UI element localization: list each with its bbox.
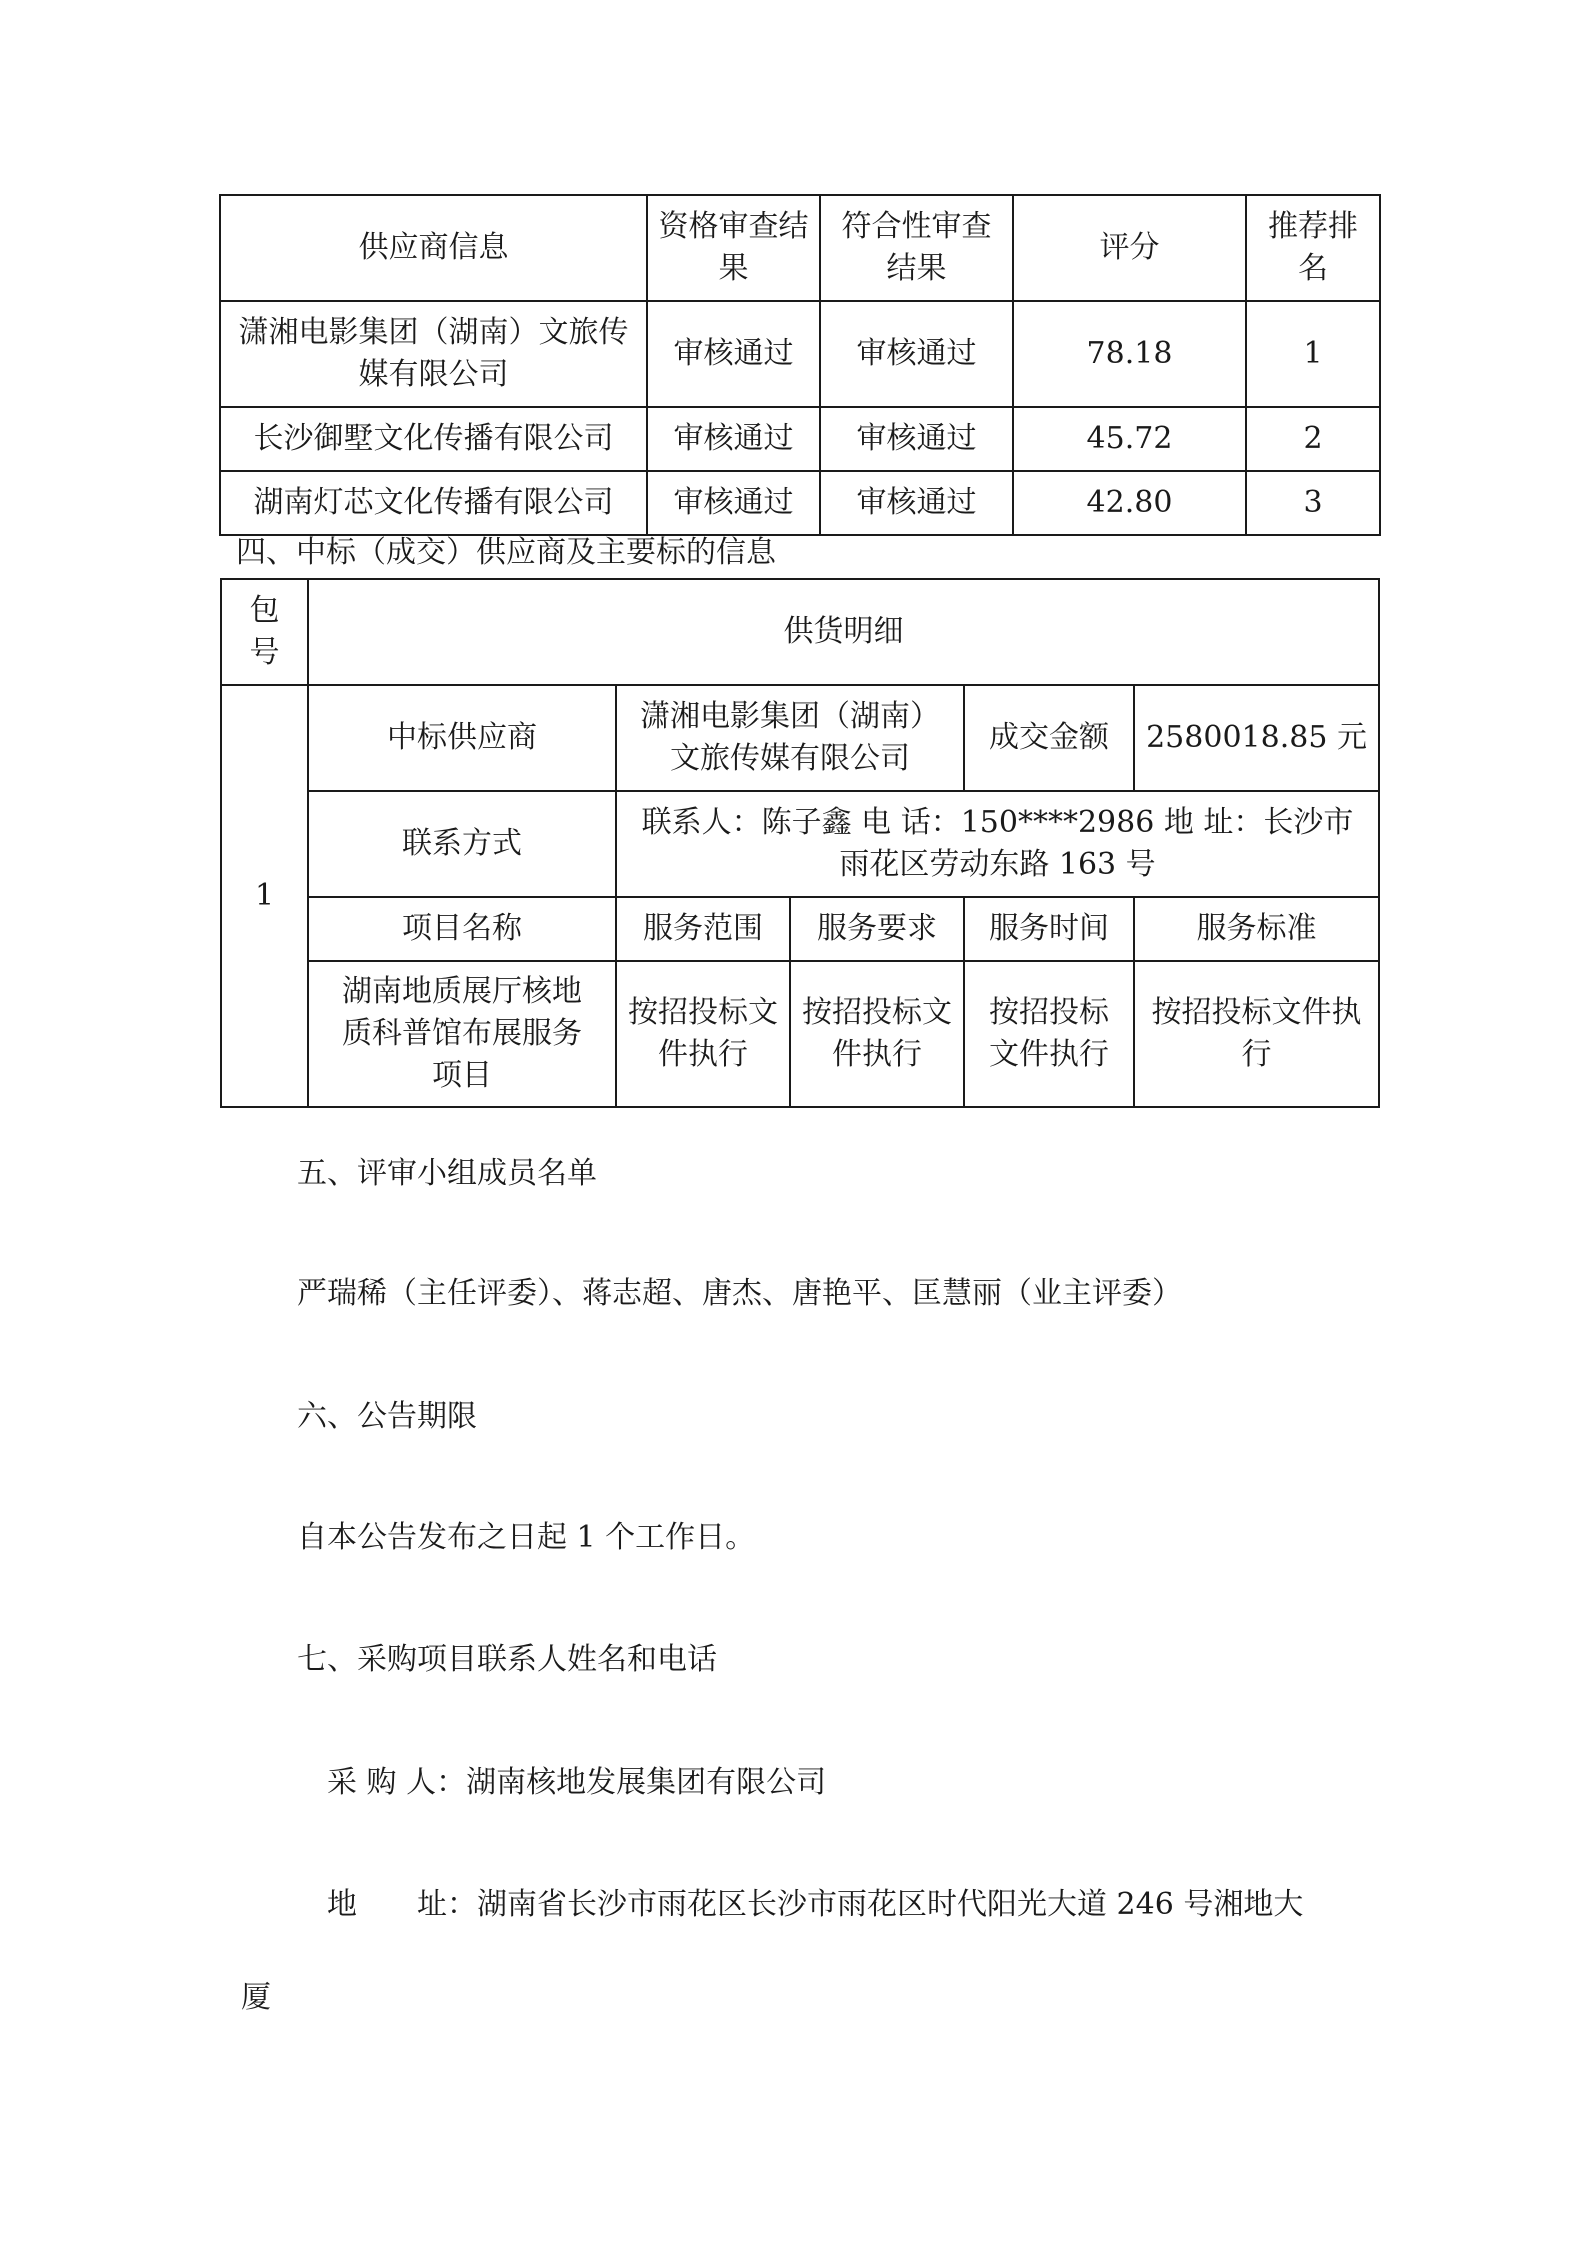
qualification-result: 审核通过: [647, 407, 820, 471]
address-line: [327, 1885, 1303, 1925]
table-row: [220, 471, 1380, 535]
notice-period: 自本公告发布之日起 1 个工作日。: [297, 1520, 756, 1555]
header-supplier-info: 供应商信息: [220, 195, 647, 301]
rank: 3: [1246, 471, 1380, 535]
header-service-scope: 服务范围: [616, 897, 790, 961]
contact-details: 联系人：陈子鑫 电 话：150****2986 地 址：长沙市雨花区劳动东路 163 号: [616, 791, 1379, 897]
header-score: 评分: [1013, 195, 1246, 301]
conformity-result: 审核通过: [820, 301, 1013, 407]
table-row: [220, 301, 1380, 407]
header-service-requirement: 服务要求: [790, 897, 964, 961]
winner-label: 中标供应商: [308, 685, 616, 791]
contact-label: 联系方式: [308, 791, 616, 897]
review-panel-members: 严瑞稀（主任评委）、蒋志超、唐杰、唐艳平、匡慧丽（业主评委）: [297, 1276, 1182, 1311]
score: 78.18: [1013, 301, 1246, 407]
table-header-row: [221, 579, 1379, 685]
conformity-result: 审核通过: [820, 407, 1013, 471]
award-info-table: [220, 578, 1380, 1108]
supplier-name: 潇湘电影集团（湖南）文旅传媒有限公司: [220, 301, 647, 407]
winner-name: 潇湘电影集团（湖南）文旅传媒有限公司: [616, 685, 964, 791]
header-conformity-result: 符合性审查结果: [820, 195, 1013, 301]
service-scope: 按招投标文件执行: [616, 961, 790, 1107]
qualification-result: 审核通过: [647, 301, 820, 407]
amount-label: 成交金额: [964, 685, 1134, 791]
table-row: [221, 961, 1379, 1107]
purchaser-name: 湖南核地发展集团有限公司: [466, 1765, 827, 1800]
rank: 2: [1246, 407, 1380, 471]
table-row: [220, 407, 1380, 471]
section-4-title: 四、中标（成交）供应商及主要标的信息: [236, 535, 776, 570]
address-label: 地 址：: [327, 1887, 477, 1922]
supplier-name: 长沙御墅文化传播有限公司: [220, 407, 647, 471]
purchaser-line: [327, 1763, 826, 1803]
section-6-title: 六、公告期限: [297, 1399, 477, 1434]
supplier-name: 湖南灯芯文化传播有限公司: [220, 471, 647, 535]
table-row: [221, 685, 1379, 791]
header-supply-detail: 供货明细: [308, 579, 1379, 685]
header-qualification-result: 资格审查结果: [647, 195, 820, 301]
score: 42.80: [1013, 471, 1246, 535]
header-service-time: 服务时间: [964, 897, 1134, 961]
score: 45.72: [1013, 407, 1246, 471]
header-service-standard: 服务标准: [1134, 897, 1379, 961]
conformity-result: 审核通过: [820, 471, 1013, 535]
project-name: 湖南地质展厅核地质科普馆布展服务项目: [308, 961, 616, 1107]
package-number: 1: [221, 685, 308, 1107]
header-recommended-rank: 推荐排名: [1246, 195, 1380, 301]
header-project-name: 项目名称: [308, 897, 616, 961]
qualification-result: 审核通过: [647, 471, 820, 535]
section-5-title: 五、评审小组成员名单: [297, 1156, 597, 1191]
service-requirement: 按招投标文件执行: [790, 961, 964, 1107]
address-value: 湖南省长沙市雨花区长沙市雨花区时代阳光大道 246 号湘地大: [477, 1887, 1304, 1922]
amount-value: 2580018.85 元: [1134, 685, 1379, 791]
header-package-no: 包号: [221, 579, 308, 685]
table-row: [221, 897, 1379, 961]
section-7-title: 七、采购项目联系人姓名和电话: [297, 1642, 717, 1677]
rank: 1: [1246, 301, 1380, 407]
service-standard: 按招投标文件执行: [1134, 961, 1379, 1107]
purchaser-label: 采 购 人：: [327, 1765, 467, 1800]
address-continuation: 厦: [241, 1980, 271, 2015]
table-row: [221, 791, 1379, 897]
service-time: 按招投标文件执行: [964, 961, 1134, 1107]
evaluation-ranking-table: [219, 194, 1381, 536]
table-header-row: [220, 195, 1380, 301]
